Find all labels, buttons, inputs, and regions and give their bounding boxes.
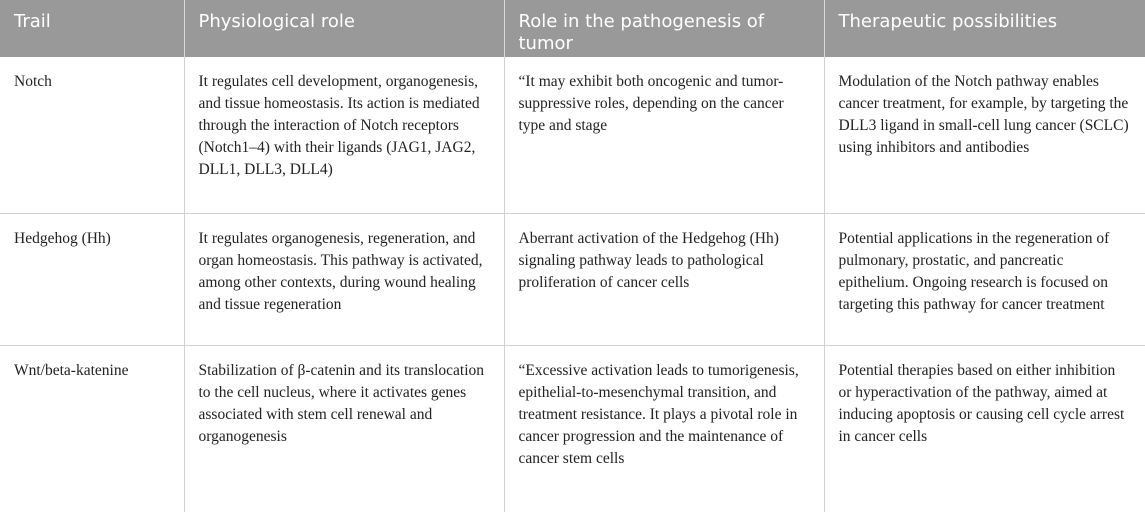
header-trail: Trail xyxy=(0,0,184,57)
table-row xyxy=(0,213,1145,345)
cell-pathogenesis-role: Aberrant activation of the Hedgehog (Hh) signaling pathway leads to pathological proliferation of cancer cells xyxy=(504,213,824,345)
cell-therapeutic-possibilities: Potential therapies based on either inhibition or hyperactivation of the pathway, aimed at inducing apoptosis or causing cell cycle arrest in cancer cells xyxy=(824,345,1145,512)
cell-therapeutic-possibilities: Modulation of the Notch pathway enables cancer treatment, for example, by targeting the DLL3 ligand in small-cell lung cancer (SCLC) using inhibitors and antibodies xyxy=(824,57,1145,213)
cell-pathogenesis-role: “Excessive activation leads to tumorigenesis, epithelial-to-mesenchymal transition, and treatment resistance. It plays a pivotal role in cancer progression and the maintenance of cancer stem cells xyxy=(504,345,824,512)
cell-therapeutic-possibilities: Potential applications in the regeneration of pulmonary, prostatic, and pancreatic epithelium. Ongoing research is focused on targeting this pathway for cancer treatment xyxy=(824,213,1145,345)
cell-physiological-role: It regulates cell development, organogenesis, and tissue homeostasis. Its action is mediated through the interaction of Notch receptors (Notch1–4) with their ligands (JAG1, JAG2, DLL1, DLL3, DLL4) xyxy=(184,57,504,213)
table-body xyxy=(0,57,1145,512)
header-row xyxy=(0,0,1145,57)
cell-physiological-role: Stabilization of β-catenin and its translocation to the cell nucleus, where it activates genes associated with stem cell renewal and organogenesis xyxy=(184,345,504,512)
table-header xyxy=(0,0,1145,57)
table-row xyxy=(0,57,1145,213)
cell-physiological-role: It regulates organogenesis, regeneration, and organ homeostasis. This pathway is activated, among other contexts, during wound healing and tissue regeneration xyxy=(184,213,504,345)
cell-trail: Wnt/beta-katenine xyxy=(14,361,129,379)
header-therapeutic-possibilities: Therapeutic possibilities xyxy=(824,0,1145,57)
cell-pathogenesis-role: “It may exhibit both oncogenic and tumor-suppressive roles, depending on the cancer type and stage xyxy=(504,57,824,213)
table-row xyxy=(0,345,1145,512)
header-pathogenesis-role: Role in the pathogenesis of tumor xyxy=(504,0,824,57)
cell-trail: Notch xyxy=(0,57,184,213)
cell-trail: Hedgehog (Hh) xyxy=(0,213,184,345)
header-physiological-role: Physiological role xyxy=(184,0,504,57)
